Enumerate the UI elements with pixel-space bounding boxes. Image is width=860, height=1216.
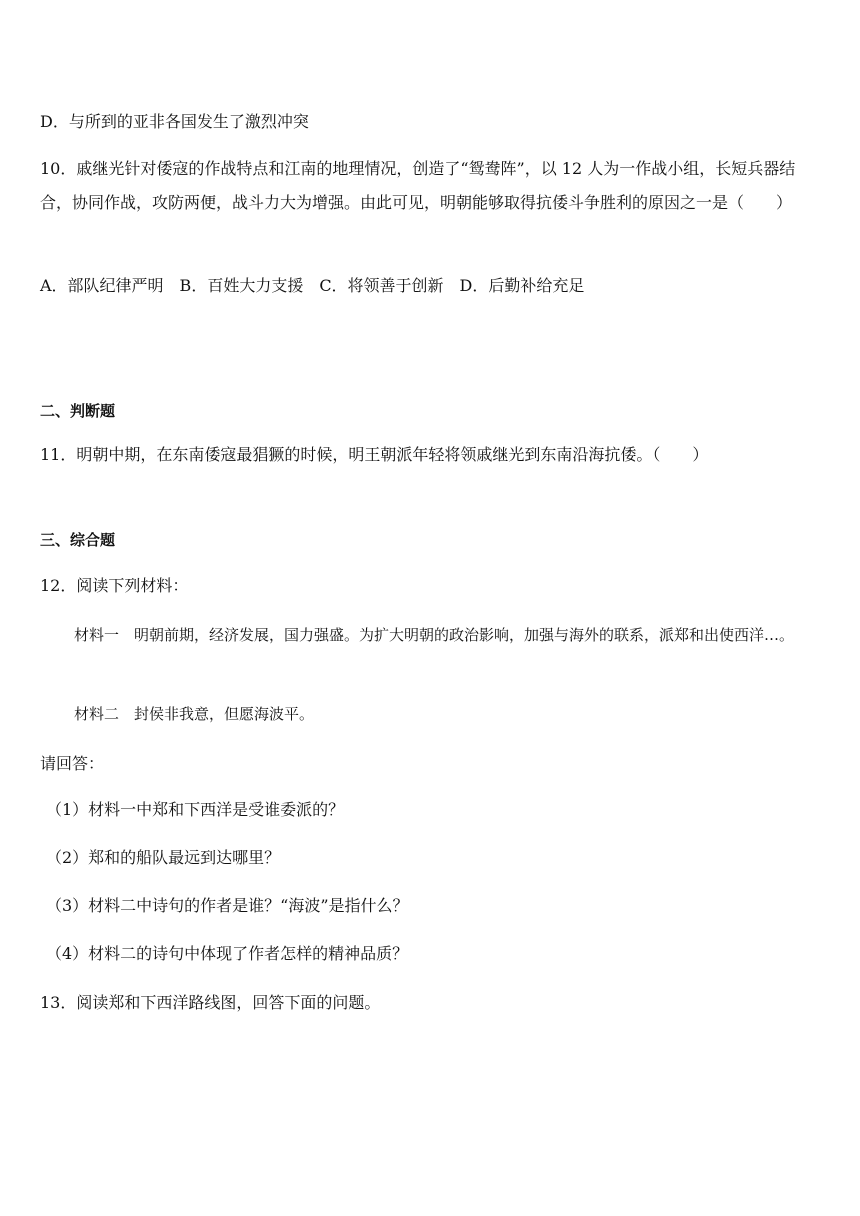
question-12-material-1: 材料一 明朝前期，经济发展，国力强盛。为扩大明朝的政治影响，加强与海外的联系，派郑和出使西洋…。 xyxy=(74,626,795,644)
question-10-options: A．部队纪律严明 B．百姓大力支援 C．将领善于创新 D．后勤补给充足 xyxy=(40,276,585,295)
question-9-option-d: D．与所到的亚非各国发生了激烈冲突 xyxy=(40,112,309,131)
question-10-stem: 10．戚继光针对倭寇的作战特点和江南的地理情况，创造了“鸳鸯阵”，以 12 人为一作战小组，长短兵器结合，协同作战，攻防两便，战斗力大为增强。由此可见，明朝能够取得抗倭斗争胜利的原因之一是（ ） xyxy=(40,159,796,212)
question-12-stem: 12．阅读下列材料： xyxy=(40,576,189,595)
question-12-sub-1: （1）材料一中郑和下西洋是受谁委派的？ xyxy=(46,800,345,819)
question-12-sub-4: （4）材料二的诗句中体现了作者怎样的精神品质？ xyxy=(46,944,409,963)
section-2-title: 二、判断题 xyxy=(40,402,116,420)
question-12-prompt: 请回答： xyxy=(40,754,105,773)
question-13-stem: 13．阅读郑和下西洋路线图，回答下面的问题。 xyxy=(40,993,381,1012)
section-3-title: 三、综合题 xyxy=(40,531,116,549)
question-11-stem: 11．明朝中期，在东南倭寇最猖獗的时候，明王朝派年轻将领戚继光到东南沿海抗倭。（ ） xyxy=(40,445,709,464)
question-12-sub-2: （2）郑和的船队最远到达哪里？ xyxy=(46,848,281,867)
question-12-sub-3: （3）材料二中诗句的作者是谁？“海波”是指什么？ xyxy=(46,896,409,915)
question-12-material-2: 材料二 封侯非我意，但愿海波平。 xyxy=(74,705,315,723)
